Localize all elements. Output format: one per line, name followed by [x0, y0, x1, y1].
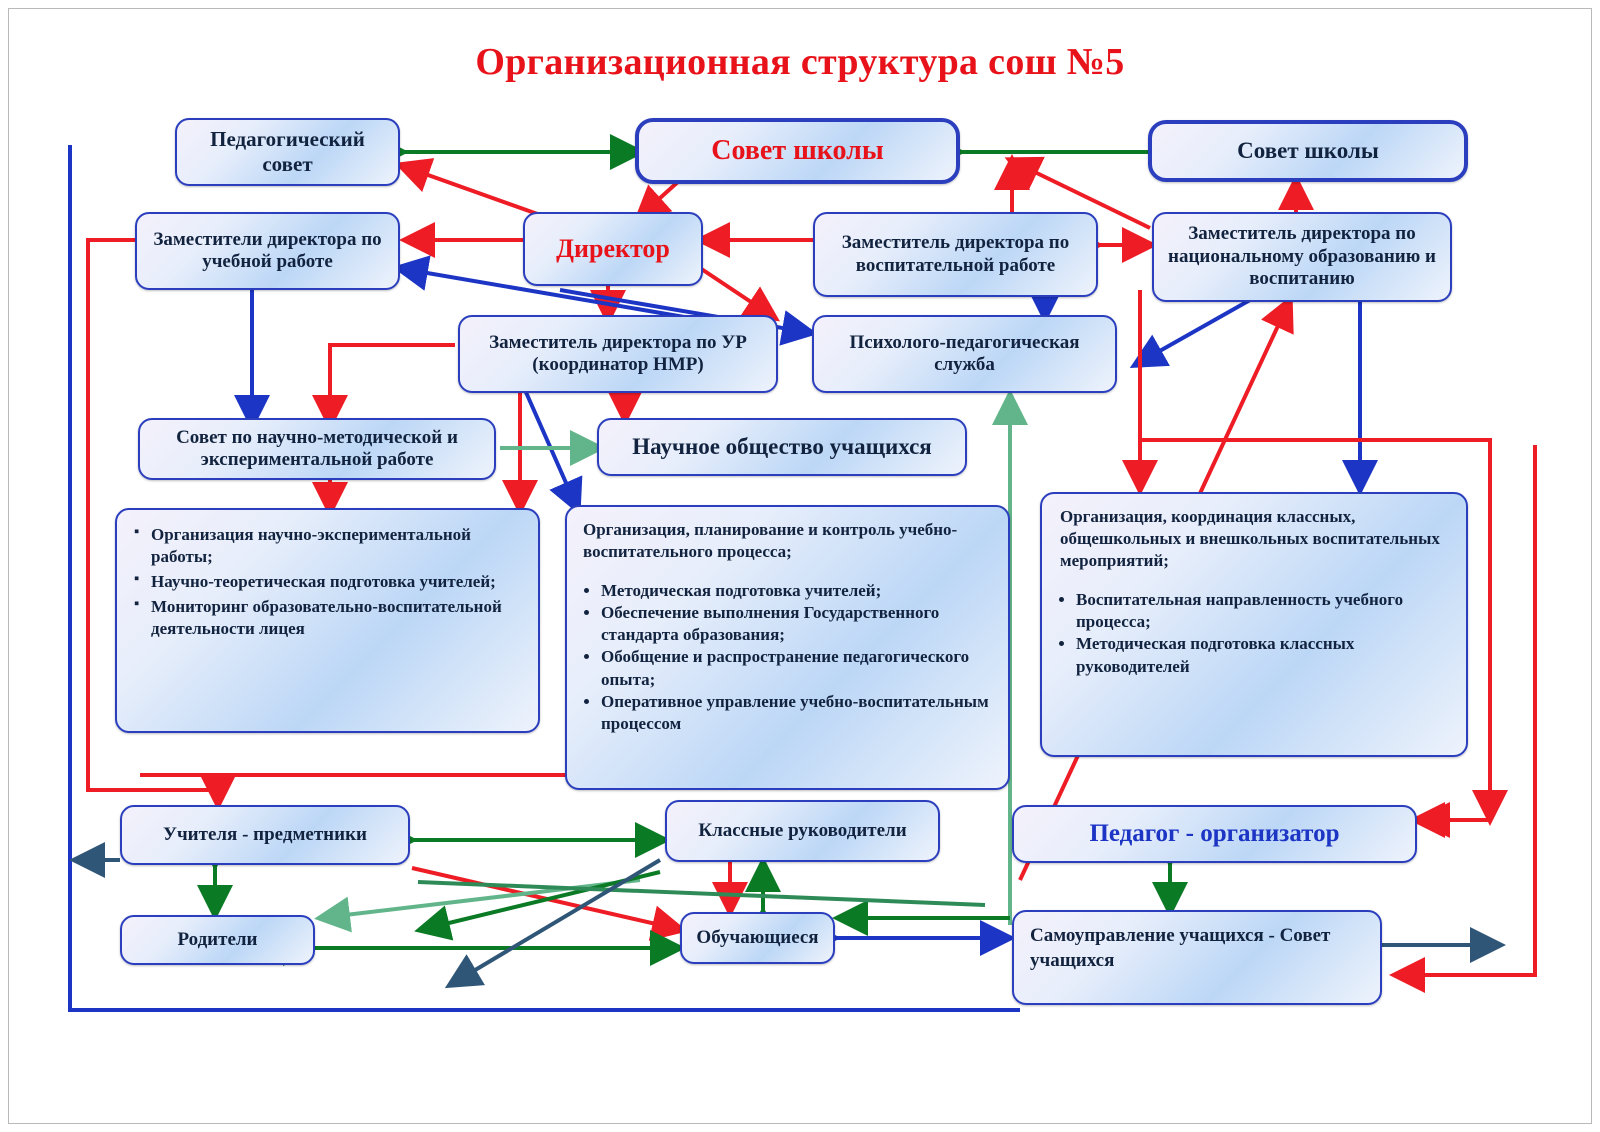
node-deputy-director-national-education[interactable] — [1152, 212, 1452, 302]
node-label: Заместитель директора по УР (координатор НМР) — [489, 331, 747, 375]
node-label: Учителя - предметники — [163, 823, 367, 845]
list-item: • Обобщение и распространение педагогического опыта; — [601, 646, 998, 690]
list-item: • Воспитательная направленность учебного процесса; — [1076, 589, 1456, 633]
list — [583, 580, 998, 735]
node-label: Научное общество учащихся — [632, 434, 932, 460]
node-school-council-center[interactable] — [635, 118, 960, 184]
node-student-self-government[interactable] — [1012, 910, 1382, 1005]
page-title: Организационная структура сош №5 — [475, 41, 1125, 83]
node-label: Совет школы — [711, 135, 884, 167]
node-label: Директор — [556, 233, 670, 263]
list-item: Организация, планирование и контроль учебно-воспитательного процесса; — [583, 520, 958, 562]
node-research-methodical-council[interactable] — [138, 418, 496, 480]
node-students[interactable] — [680, 912, 835, 964]
node-label: Совет по научно-методической и экспериментальной работе — [176, 426, 458, 470]
node-student-science-society[interactable] — [597, 418, 967, 476]
list-item: ▪ Организация научно-экспериментальной работы; — [149, 524, 526, 568]
node-parents[interactable] — [120, 915, 315, 965]
node-class-teachers[interactable] — [665, 800, 940, 862]
node-director[interactable] — [523, 212, 703, 286]
node-deputy-director-academic[interactable] — [135, 212, 400, 290]
node-label: Педагог - организатор — [1089, 820, 1340, 848]
node-label: Психолого-педагогическая служба — [849, 331, 1080, 375]
node-label: Заместители директора по учебной работе — [153, 228, 382, 272]
node-label: Совет школы — [1237, 138, 1379, 164]
node-label: Педагогический совет — [210, 127, 365, 176]
node-deputy-director-research-coordinator[interactable] — [458, 315, 778, 393]
list — [1058, 589, 1456, 677]
node-psychological-service[interactable] — [812, 315, 1117, 393]
node-label: Родители — [177, 928, 258, 950]
list — [131, 524, 526, 640]
list-item: Организация, координация классных, общешкольных и внешкольных воспитательных мероприятий; — [1060, 507, 1440, 571]
node-label: Самоуправление учащихся - Совет учащихся — [1030, 925, 1331, 971]
block-upbringing-functions — [1040, 492, 1468, 757]
node-pedagogical-council[interactable] — [175, 118, 400, 186]
block-academic-functions — [565, 505, 1010, 790]
list-item: • Методическая подготовка классных руководителей — [1076, 633, 1456, 677]
list-item: • Оперативное управление учебно-воспитательным процессом — [601, 691, 998, 735]
list-item: • Обеспечение выполнения Государственного стандарта образования; — [601, 602, 998, 646]
node-deputy-director-upbringing[interactable] — [813, 212, 1098, 297]
block-research-functions — [115, 508, 540, 733]
node-school-council-right[interactable] — [1148, 120, 1468, 182]
list-item: ▪ Мониторинг образовательно-воспитательной деятельности лицея — [149, 596, 526, 640]
node-pedagogue-organizer[interactable] — [1012, 805, 1417, 863]
list-item: • Методическая подготовка учителей; — [601, 580, 998, 602]
list-item: ▪ Научно-теоретическая подготовка учителей; — [149, 571, 526, 593]
node-label: Обучающиеся — [696, 926, 819, 948]
node-label: Классные руководители — [698, 819, 907, 841]
node-subject-teachers[interactable] — [120, 805, 410, 865]
node-label: Заместитель директора по воспитательной работе — [841, 232, 1070, 276]
node-label: Заместитель директора по национальному образованию и воспитанию — [1168, 223, 1436, 290]
